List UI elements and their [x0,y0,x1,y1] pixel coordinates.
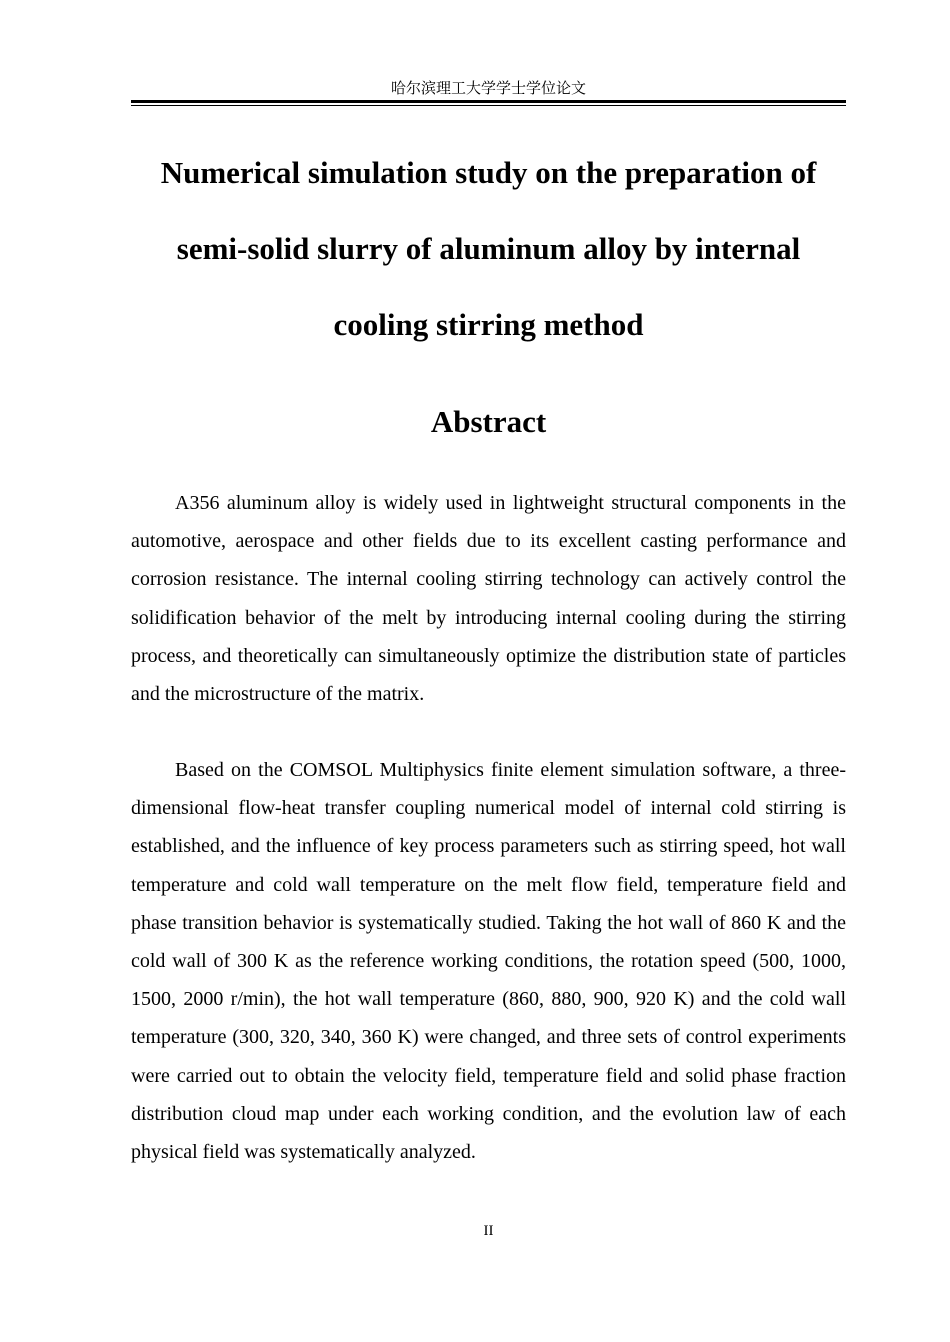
header-rule-thin [131,105,846,106]
abstract-heading: Abstract [430,404,547,439]
abstract-paragraph-1: A356 aluminum alloy is widely used in lightweight structural components in the automotive, aerospace and other fields due to its excellent casting performance and corrosion resistance. The internal cooling stirring technology can actively control the solidification behavior of the melt by introducing internal cooling during the stirring process, and theoretically can simultaneously optimize the distribution state of particles and the microstructure of the matrix. [131,492,846,706]
header-rule-thick [131,100,846,103]
running-header: 哈尔滨理工大学学士学位论文 [390,79,586,97]
page-number: II [483,1223,494,1239]
thesis-title: Numerical simulation study on the preparation of semi-solid slurry of aluminum alloy by internal cooling stirring method [160,155,817,342]
abstract-paragraph-2: Based on the COMSOL Multiphysics finite element simulation software, a three-dimensional flow-heat transfer coupling numerical model of internal cold stirring is established, and the influence of key process parameters such as stirring speed, hot wall temperature and cold wall temperature on the melt flow field, temperature field and phase transition behavior is systematically studied. Taking the hot wall of 860 K and the cold wall of 300 K as the reference working conditions, the rotation speed (500, 1000, 1500, 2000 r/min), the hot wall temperature (860, 880, 900, 920 K) and the cold wall temperature (300, 320, 340, 360 K) were changed, and three sets of control experiments were carried out to obtain the velocity field, temperature field and solid phase fraction distribution cloud map under each working condition, and the evolution law of each physical field was systematically analyzed. [131,759,846,1164]
